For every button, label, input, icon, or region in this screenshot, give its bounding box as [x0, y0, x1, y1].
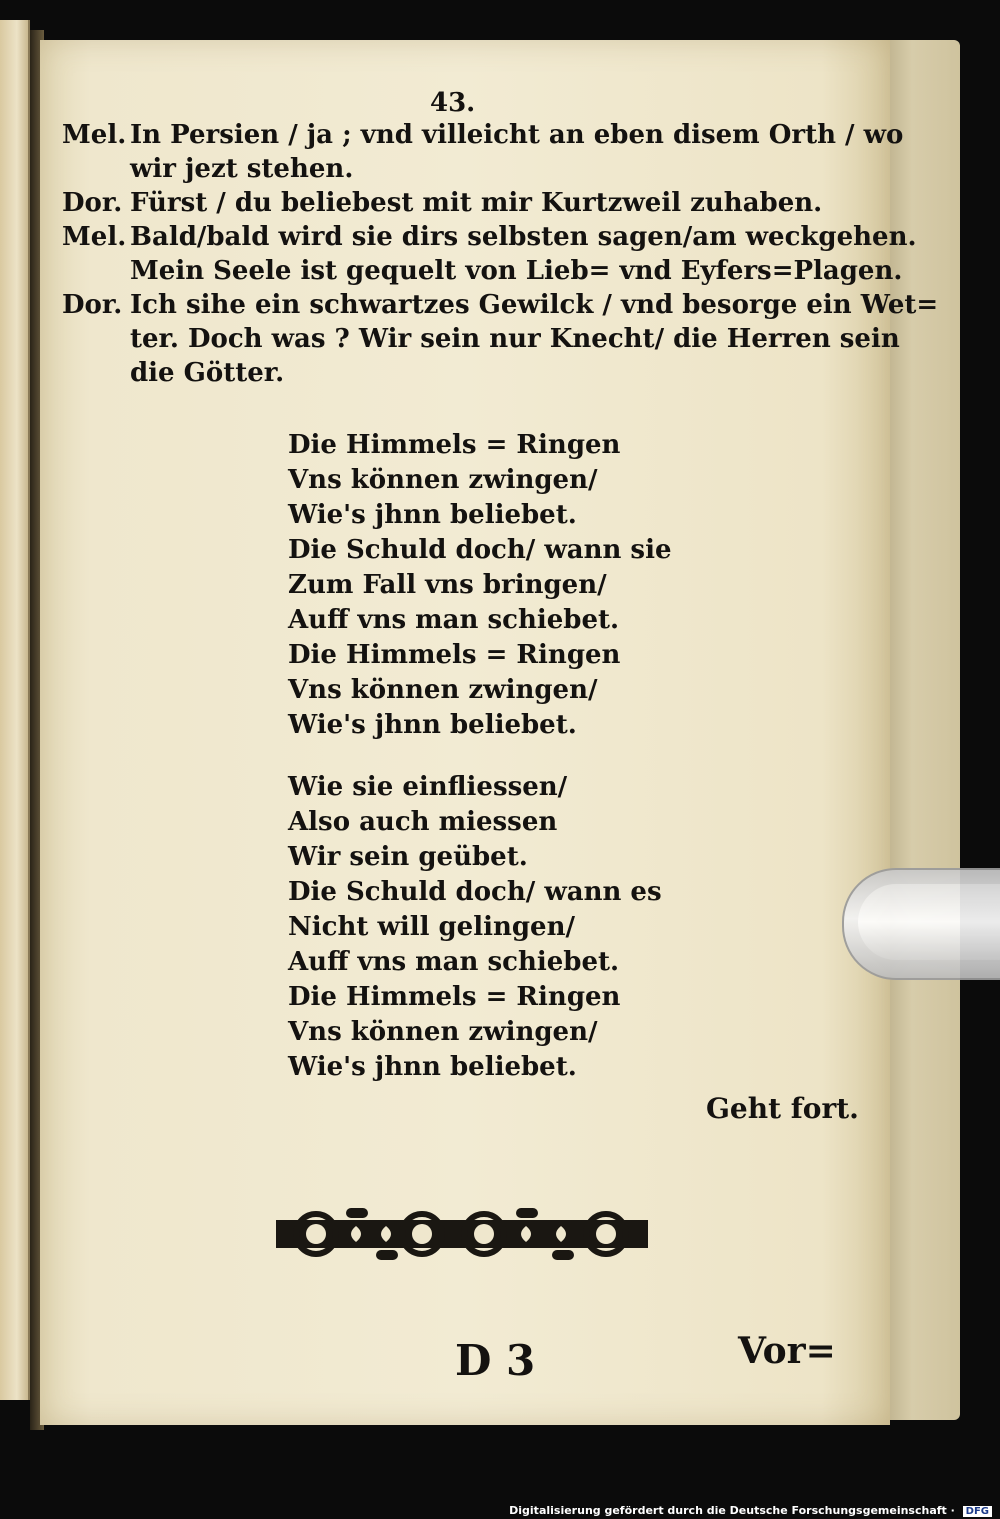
- dialogue-text: In Persien / ja ; vnd villeicht an eben disem Orth / wo: [130, 120, 904, 150]
- verse-line: Auff vns man schiebet.: [288, 605, 620, 635]
- dialogue-line: [62, 186, 852, 220]
- verse-line: Wie's jhnn beliebet.: [288, 1052, 577, 1082]
- digitization-footer: Digitalisierung gefördert durch die Deutsche Forschungsgemeinschaft · DFG: [509, 1504, 992, 1517]
- dialogue-text: Fürst / du beliebest mit mir Kurtzweil zuhaben.: [130, 188, 823, 218]
- verse-line: Vns können zwingen/: [288, 675, 598, 705]
- catchword: Vor=: [738, 1330, 836, 1372]
- verse-line: Die Himmels = Ringen: [288, 982, 621, 1012]
- footer-credit: Digitalisierung gefördert durch die Deutsche Forschungsgemeinschaft: [509, 1504, 947, 1517]
- verse-stanza-2: [288, 770, 662, 1085]
- verse-line: Wir sein geübet.: [288, 842, 528, 872]
- verse-line: Also auch miessen: [288, 807, 558, 837]
- verse-stanza-1: [288, 428, 672, 743]
- dialogue-text: wir jezt stehen.: [130, 154, 354, 184]
- dialogue-line: [62, 322, 900, 356]
- verse-line: Die Schuld doch/ wann sie: [288, 535, 672, 565]
- dialogue-line: [62, 220, 917, 254]
- speaker-label: Mel.: [62, 222, 127, 252]
- dialogue-text: die Götter.: [130, 358, 285, 388]
- verse-line: Nicht will gelingen/: [288, 912, 576, 942]
- dialogue-text: Ich sihe ein schwartzes Gewilck / vnd besorge ein Wet=: [130, 290, 939, 320]
- page-number: 43.: [430, 88, 476, 118]
- speaker-label: Mel.: [62, 120, 127, 150]
- previous-page-edge: [0, 20, 30, 1400]
- dialogue-line: [62, 152, 852, 186]
- verse-line: Vns können zwingen/: [288, 465, 598, 495]
- verse-line: Zum Fall vns bringen/: [288, 570, 607, 600]
- dialogue-line: [62, 288, 939, 322]
- dfg-logo: DFG: [963, 1506, 992, 1517]
- signature-mark: D 3: [455, 1336, 536, 1385]
- page-clip-highlight: [858, 884, 1000, 960]
- dialogue-block: [62, 118, 939, 390]
- verse-line: Die Himmels = Ringen: [288, 640, 621, 670]
- verse-line: Vns können zwingen/: [288, 1017, 598, 1047]
- speaker-label: Dor.: [62, 188, 123, 218]
- dialogue-line: [62, 118, 904, 152]
- dialogue-text: Mein Seele ist gequelt von Lieb= vnd Eyfers=Plagen.: [130, 256, 903, 286]
- verse-line: Wie's jhnn beliebet.: [288, 710, 577, 740]
- verse-line: Wie's jhnn beliebet.: [288, 500, 577, 530]
- stage-direction: Geht fort.: [706, 1092, 859, 1125]
- page-clip: [842, 868, 1000, 980]
- speaker-label: Dor.: [62, 290, 123, 320]
- verse-line: Auff vns man schiebet.: [288, 947, 620, 977]
- dialogue-text: Bald/bald wird sie dirs selbsten sagen/am weckgehen.: [130, 222, 917, 252]
- dialogue-line: [62, 254, 903, 288]
- printer-ornament: [276, 1200, 648, 1268]
- verse-line: Die Schuld doch/ wann es: [288, 877, 662, 907]
- dialogue-text: ter. Doch was ? Wir sein nur Knecht/ die Herren sein: [130, 324, 900, 354]
- verse-line: Wie sie einfliessen/: [288, 772, 568, 802]
- dialogue-line: [62, 356, 852, 390]
- verse-line: Die Himmels = Ringen: [288, 430, 621, 460]
